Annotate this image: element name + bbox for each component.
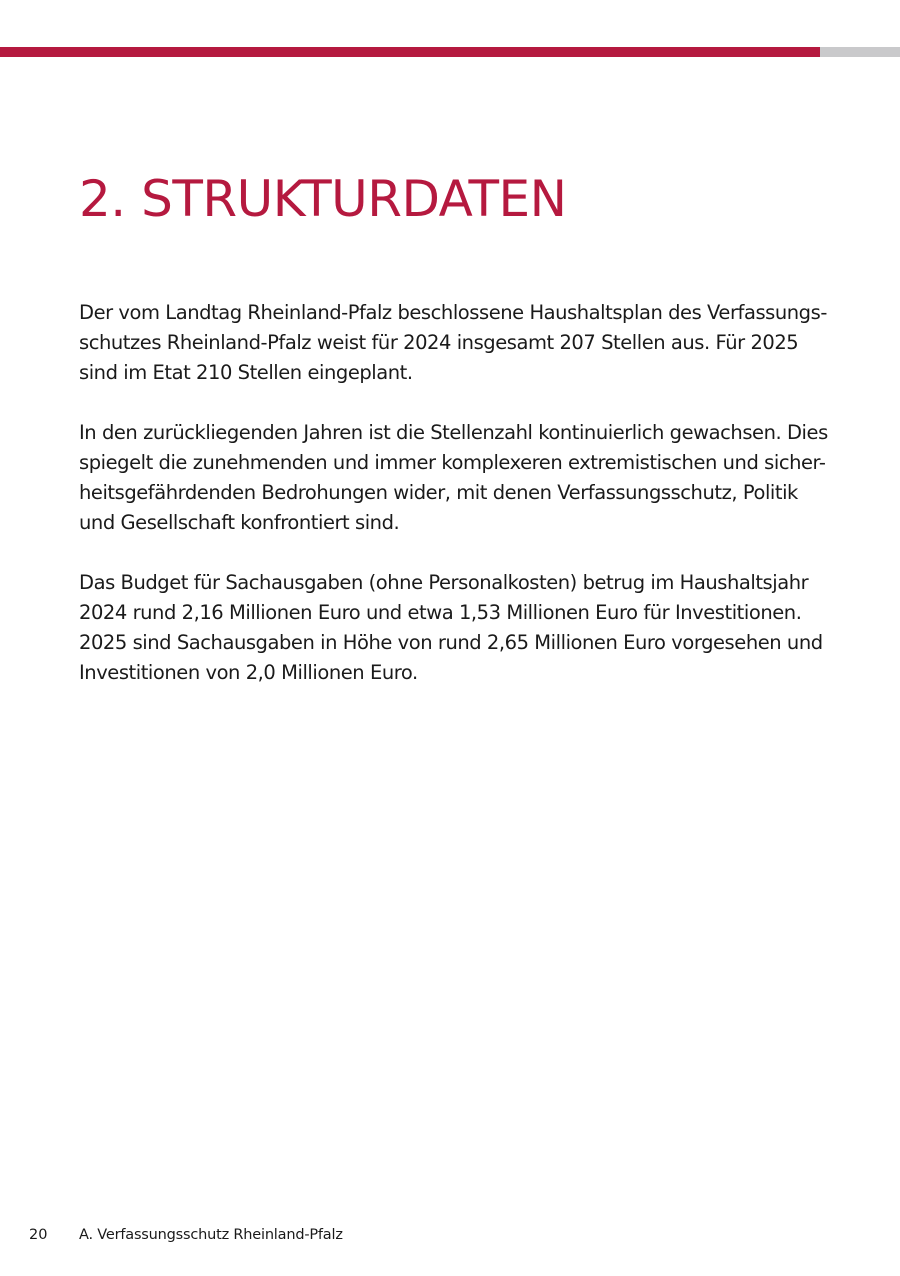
top-accent-bar-red	[0, 47, 820, 57]
text-line: sind im Etat 210 Stellen eingeplant.	[79, 361, 413, 384]
text-line: In den zurückliegenden Jahren ist die Stellenzahl kontinuierlich gewachsen. Dies	[79, 421, 828, 444]
top-accent-bar-grey	[820, 47, 900, 57]
text-line: 2025 sind Sachausgaben in Höhe von rund 2,65 Millionen Euro vorgesehen und	[79, 631, 823, 654]
text-line: heitsgefährdenden Bedrohungen wider, mit denen Verfassungsschutz, Politik	[79, 481, 798, 504]
text-line: spiegelt die zunehmenden und immer komplexeren extremistischen und sicher-	[79, 451, 826, 474]
paragraph-budget	[79, 568, 839, 688]
text-line: Investitionen von 2,0 Millionen Euro.	[79, 661, 418, 684]
page-number: 20	[29, 1227, 48, 1243]
text-line: und Gesellschaft konfrontiert sind.	[79, 511, 400, 534]
paragraph-staffing	[79, 298, 839, 388]
chapter-title: 2. STRUKTURDATEN	[79, 170, 567, 228]
paragraph-growth	[79, 418, 839, 538]
text-line: Das Budget für Sachausgaben (ohne Personalkosten) betrug im Haushaltsjahr	[79, 571, 809, 594]
text-line: schutzes Rheinland-Pfalz weist für 2024 insgesamt 207 Stellen aus. Für 2025	[79, 331, 799, 354]
text-line: 2024 rund 2,16 Millionen Euro und etwa 1,53 Millionen Euro für Investitionen.	[79, 601, 802, 624]
body-text	[79, 298, 839, 718]
top-accent-bar	[0, 47, 900, 57]
running-title: A. Verfassungsschutz Rheinland-Pfalz	[79, 1227, 343, 1243]
page-footer	[0, 1224, 900, 1246]
text-line: Der vom Landtag Rheinland-Pfalz beschlossene Haushaltsplan des Verfassungs-	[79, 301, 827, 324]
